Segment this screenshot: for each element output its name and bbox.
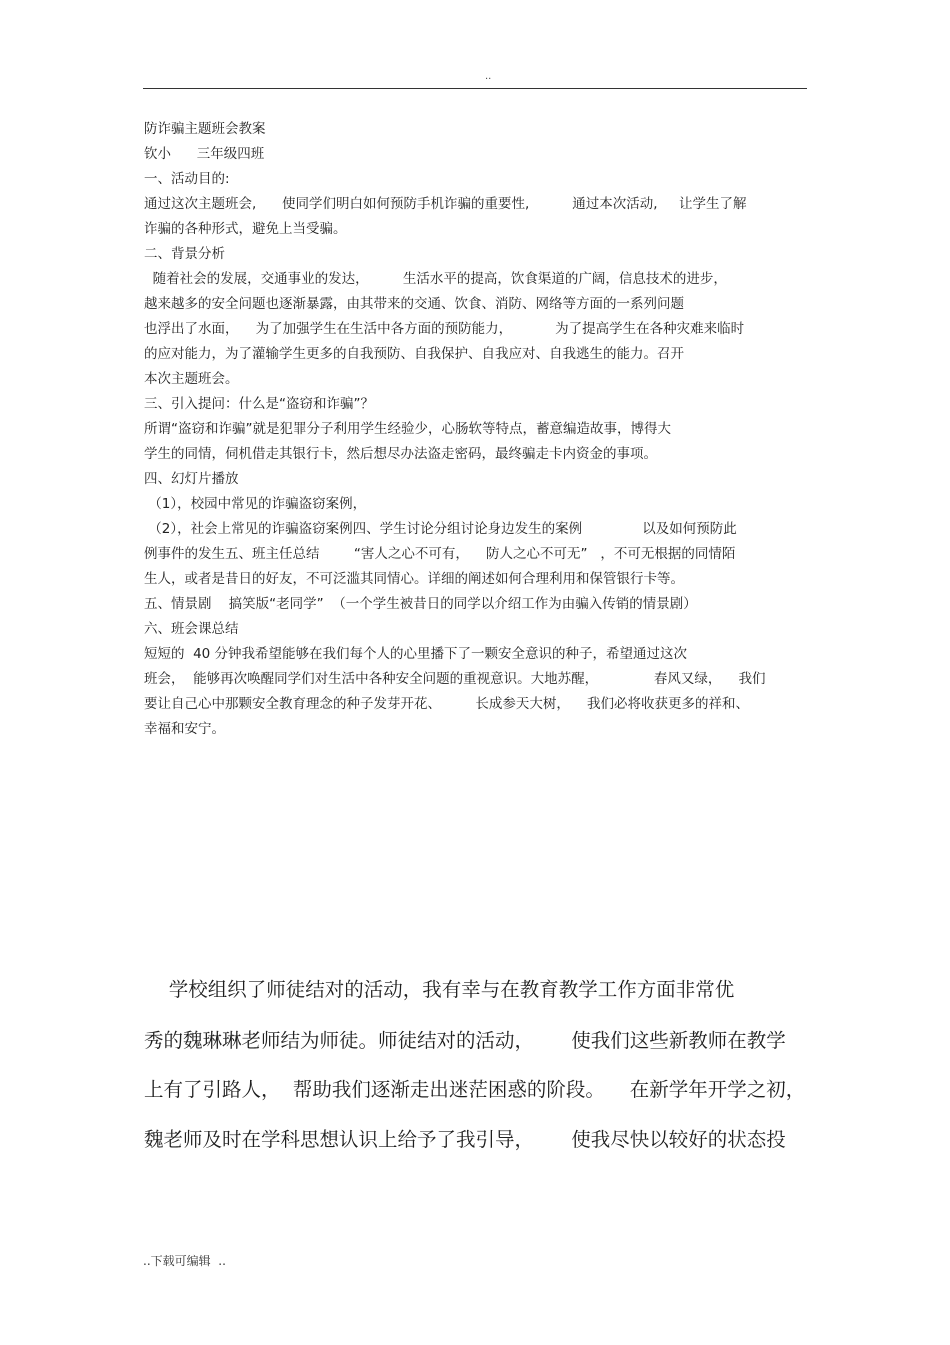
paragraph-line: 生人，或者是昔日的好友，不可泛滥其同情心。详细的阐述如何合理利用和保管银行卡等。 [144,571,684,587]
paragraph-line: 的应对能力，为了灌输学生更多的自我预防、自我保护、自我应对、自我逃生的能力。召开 [144,346,684,362]
heading-slides: 四、幻灯片播放 [144,471,239,487]
essay-line: 上有了引路人， 帮助我们逐渐走出迷茫困惑的阶段。 在新学年开学之初， [144,1078,806,1101]
heading-summary: 六、班会课总结 [144,621,239,637]
list-item: （2），社会上常见的诈骗盗窃案例四、学生讨论分组讨论身边发生的案例 以及如何预防此 [144,521,737,537]
paragraph-line: 班会， 能够再次唤醒同学们对生活中各种安全问题的重视意识。大地苏醒， 春风又绿， 我们 [144,671,766,687]
paragraph-line: 也浮出了水面， 为了加强学生在生活中各方面的预防能力， 为了提高学生在各种灾难来临时 [144,321,745,337]
header-mark: .. [485,71,492,82]
paragraph-line: 要让自己心中那颗安全教育理念的种子发芽开花、 长成参天大树， 我们必将收获更多的祥和、 [144,696,749,712]
essay-line: 学校组织了师徒结对的活动，我有幸与在教育教学工作方面非常优 [144,978,735,1001]
paragraph-line: 越来越多的安全问题也逐渐暴露，由其带来的交通、饮食、消防、网络等方面的一系列问题 [144,296,684,312]
essay-line: 魏老师及时在学科思想认识上给予了我引导， 使我尽快以较好的状态投 [144,1128,786,1151]
essay-line: 秀的魏琳琳老师结为师徒。师徒结对的活动， 使我们这些新教师在教学 [144,1029,786,1052]
paragraph-line: 本次主题班会。 [144,371,239,387]
class-info: 钦小 三年级四班 [144,146,265,162]
paragraph-line: 所谓“盗窃和诈骗”就是犯罪分子利用学生经验少，心肠软等特点，蓄意编造故事，博得大 [144,421,671,437]
heading-question: 三、引入提问：什么是“盗窃和诈骗”？ [144,396,374,412]
paragraph-line: 短短的 40 分钟我希望能够在我们每个人的心里播下了一颗安全意识的种子，希望通过这次 [144,646,688,662]
header-rule [143,88,807,89]
list-item: （1），校园中常见的诈骗盗窃案例， [144,496,367,512]
paragraph-line: 诈骗的各种形式，避免上当受骗。 [144,221,347,237]
paragraph-line: 例事件的发生五、班主任总结 “害人之心不可有， 防人之心不可无” ，不可无根据的同情陌 [144,546,736,562]
heading-skit: 五、情景剧 搞笑版“老同学” （一个学生被昔日的同学以介绍工作为由骗入传销的情景剧） [144,596,697,612]
footer-text: ..下载可编辑 .. [143,1254,226,1268]
heading-objective: 一、活动目的: [144,171,230,187]
paragraph-line: 幸福和安宁。 [144,721,225,737]
paragraph-line: 学生的同情，伺机借走其银行卡，然后想尽办法盗走密码，最终骗走卡内资金的事项。 [144,446,657,462]
heading-background: 二、背景分析 [144,246,225,262]
paragraph-line: 随着社会的发展，交通事业的发达， 生活水平的提高，饮食渠道的广阔，信息技术的进步， [144,271,727,287]
paragraph-line: 通过这次主题班会, 使同学们明白如何预防手机诈骗的重要性, 通过本次活动, 让学生了解 [144,196,747,212]
doc-title: 防诈骗主题班会教案 [144,121,266,137]
